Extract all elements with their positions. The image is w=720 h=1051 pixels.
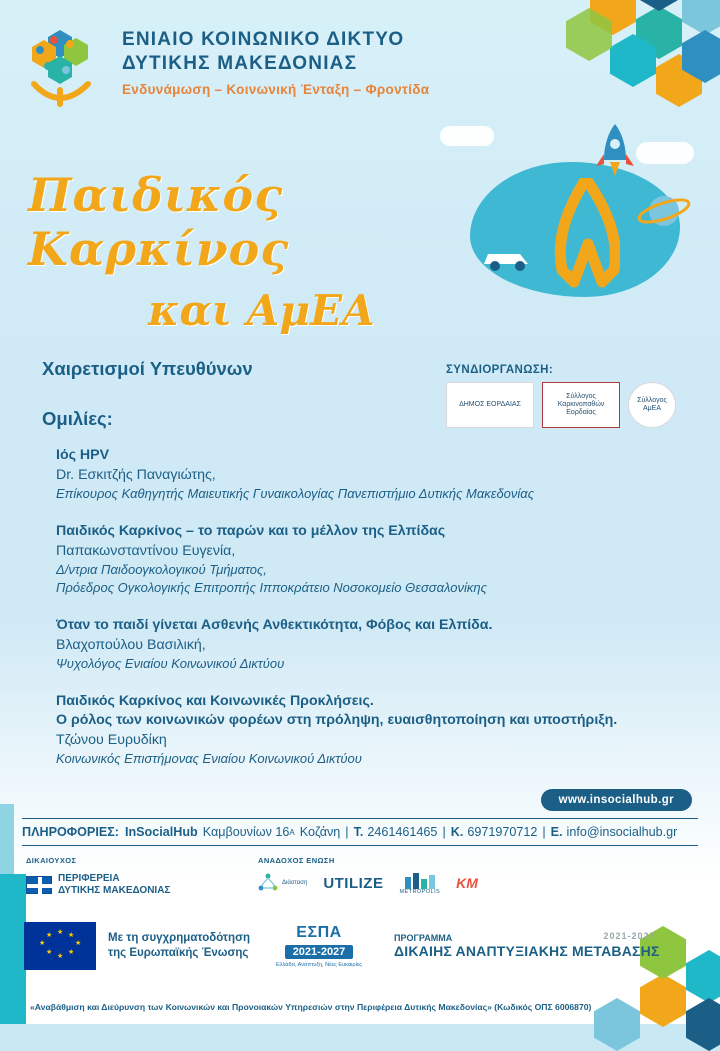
eu-funding-band	[24, 920, 696, 972]
poster-title	[28, 168, 508, 335]
coorganization-logos	[446, 382, 676, 428]
talk-speaker: Dr. Εσκιτζής Παναγιώτης,	[56, 467, 216, 483]
consortium-logo-diastasi	[258, 873, 307, 893]
consortium-label: ΑΝΑΔΟΧΟΣ ΕΝΩΣΗ	[258, 856, 335, 865]
info-bar	[22, 818, 698, 846]
consortium-logos	[258, 871, 478, 895]
espa-subtitle: Ελλάδα, Ανάπτυξη, Νέες Ευκαιρίες	[275, 962, 363, 968]
cloud-icon	[636, 142, 694, 164]
consortium-logo-label: Διάσταση	[282, 880, 308, 886]
beneficiary-label: ΔΙΚΑΙΟΥΧΟΣ	[26, 856, 77, 865]
rocket-icon	[592, 122, 638, 186]
talk-speaker: Παπακωνσταντίνου Ευγενία,	[56, 543, 236, 559]
beneficiary-name-line2: ΔΥΤΙΚΗΣ ΜΑΚΕΔΟΝΙΑΣ	[58, 885, 171, 896]
website-pill[interactable]: www.insocialhub.gr	[541, 789, 692, 811]
list-item	[56, 616, 696, 673]
talks-heading: Ομιλίες:	[42, 408, 113, 429]
talk-title: Παιδικός Καρκίνος και Κοινωνικές Προκλήσεις.	[56, 693, 374, 709]
info-org: InSocialHub	[124, 825, 198, 839]
program-label: ΠΡΟΓΡΑΜΜΑ	[394, 933, 453, 943]
info-mobile-label: Κ.	[450, 825, 464, 839]
info-phone[interactable]: 2461461465	[367, 825, 438, 839]
talk-title-secondary: Ο ρόλος των κοινωνικών φορέων στη πρόληψη, ευαισθητοποίηση και υποστήριξη.	[56, 712, 618, 728]
planet-icon	[636, 188, 692, 234]
left-accent-bar	[0, 874, 26, 1024]
coorg-logo-label: ΔΗΜΟΣ ΕΟΡΔΑΙΑΣ	[459, 401, 521, 408]
info-email-label: E.	[550, 825, 563, 839]
beneficiary-logo	[26, 873, 170, 897]
talk-role: Επίκουρος Καθηγητής Μαιευτικής Γυναικολογίας Πανεπιστήμιο Δυτικής Μακεδονίας	[56, 486, 535, 501]
talk-role-secondary: Πρόεδρος Ογκολογικής Επιτροπής Ιπποκράτειο Νοσοκομείο Θεσσαλονίκης	[56, 580, 487, 595]
divider: |	[345, 825, 349, 839]
program-title: ΔΙΚΑΙΗΣ ΑΝΑΠΤΥΞΙΑΚΗΣ ΜΕΤΑΒΑΣΗΣ	[394, 943, 660, 959]
divider: |	[442, 825, 446, 839]
beneficiary-name-line1: ΠΕΡΙΦΕΡΕΙΑ	[58, 873, 120, 884]
espa-logo	[276, 924, 362, 968]
consortium-block	[258, 856, 478, 895]
greetings-heading: Χαιρετισμοί Υπευθύνων	[42, 358, 253, 379]
info-email[interactable]: info@insocialhub.gr	[566, 825, 678, 839]
consortium-logo-utilize: UTILIZE	[323, 874, 384, 892]
program-years: 2021-2027	[603, 931, 656, 941]
list-item	[56, 446, 696, 503]
talk-role: Ψυχολόγος Ενιαίου Κοινωνικού Δικτύου	[56, 656, 285, 671]
eu-cofunding-text	[108, 931, 250, 961]
talk-speaker: Τζώνου Ευρυδίκη	[56, 732, 167, 748]
talk-role: Κοινωνικός Επιστήμονας Ενιαίου Κοινωνικού Δικτύου	[56, 751, 362, 766]
coorg-logo-amea	[628, 382, 676, 428]
info-phone-label: Τ.	[353, 825, 364, 839]
divider: |	[542, 825, 546, 839]
talk-role: Δ/ντρια Παιδοογκολογικού Τμήματος,	[56, 562, 267, 577]
greek-flag-icon	[26, 876, 52, 894]
talk-speaker: Βλαχοπούλου Βασιλική,	[56, 637, 206, 653]
info-mobile[interactable]: 6971970712	[467, 825, 538, 839]
consortium-logo-label: METROPOLIS	[399, 889, 441, 895]
logo-svg	[26, 28, 110, 108]
coorg-logo-label: Σύλλογος Καρκινοπαθών Εορδαίας	[557, 393, 605, 416]
eu-cofunding-line2: της Ευρωπαϊκής Ένωσης	[108, 947, 249, 959]
title-line-2: και ΑμΕΑ	[148, 286, 375, 335]
partners-strip	[26, 856, 694, 916]
org-title-block	[122, 28, 429, 97]
info-address: Καμβουνίων 16	[202, 825, 290, 839]
coorganization-label: ΣΥΝΔΙΟΡΓΑΝΩΣΗ:	[446, 364, 554, 376]
left-accent-bar-secondary	[0, 804, 14, 874]
coorg-logo-cancer-assoc	[542, 382, 620, 428]
talk-title: Ιός HPV	[56, 447, 110, 463]
coorg-logo-label: Σύλλογος ΑμΕΑ	[637, 397, 667, 412]
consortium-logo-metropolis	[399, 871, 440, 895]
eu-flag-icon: ★ ★ ★ ★ ★ ★ ★ ★	[24, 922, 96, 970]
coorg-logo-municipality	[446, 382, 534, 428]
title-line-1: Παιδικός Καρκίνος	[28, 168, 290, 276]
program-block	[394, 933, 660, 959]
awareness-ribbon-icon	[548, 178, 620, 288]
talks-list	[56, 446, 696, 787]
cloud-icon	[440, 126, 494, 146]
network-logo-icon	[26, 28, 110, 108]
espa-years: 2021-2027	[285, 945, 354, 959]
network-nodes-icon	[258, 873, 278, 893]
espa-title: ΕΣΠΑ	[296, 924, 342, 941]
beneficiary-block	[26, 856, 170, 897]
org-tagline: Ενδυνάμωση – Κοινωνική Ένταξη – Φροντίδα	[122, 82, 430, 97]
consortium-logo-km: KM	[456, 875, 478, 891]
info-address-sup: Α	[289, 827, 295, 837]
footnote: «Αναβάθμιση και Διεύρυνση των Κοινωνικών και Προνοιακών Υπηρεσιών στην Περιφέρεια Δυτικής Μακεδονίας» (Κωδικός ΟΠΣ 6006870)	[30, 1002, 592, 1012]
eu-cofunding-line1: Με τη συγχρηματοδότηση	[108, 932, 250, 944]
list-item	[56, 692, 696, 768]
org-title-line1: ΕΝΙΑΙΟ ΚΟΙΝΩΝΙΚΟ ΔΙΚΤΥΟ	[122, 29, 405, 50]
header	[26, 26, 694, 122]
info-city: Κοζάνη	[299, 825, 341, 839]
city-buildings-icon	[403, 871, 437, 889]
org-title-line2: ΔΥΤΙΚΗΣ ΜΑΚΕΔΟΝΙΑΣ	[122, 53, 358, 74]
list-item	[56, 522, 696, 597]
talk-title: Όταν το παιδί γίνεται Ασθενής Ανθεκτικότητα, Φόβος και Ελπίδα.	[56, 617, 493, 633]
info-label: ΠΛΗΡΟΦΟΡΙΕΣ:	[22, 825, 119, 839]
talk-title: Παιδικός Καρκίνος – το παρών και το μέλλον της Ελπίδας	[56, 523, 446, 539]
